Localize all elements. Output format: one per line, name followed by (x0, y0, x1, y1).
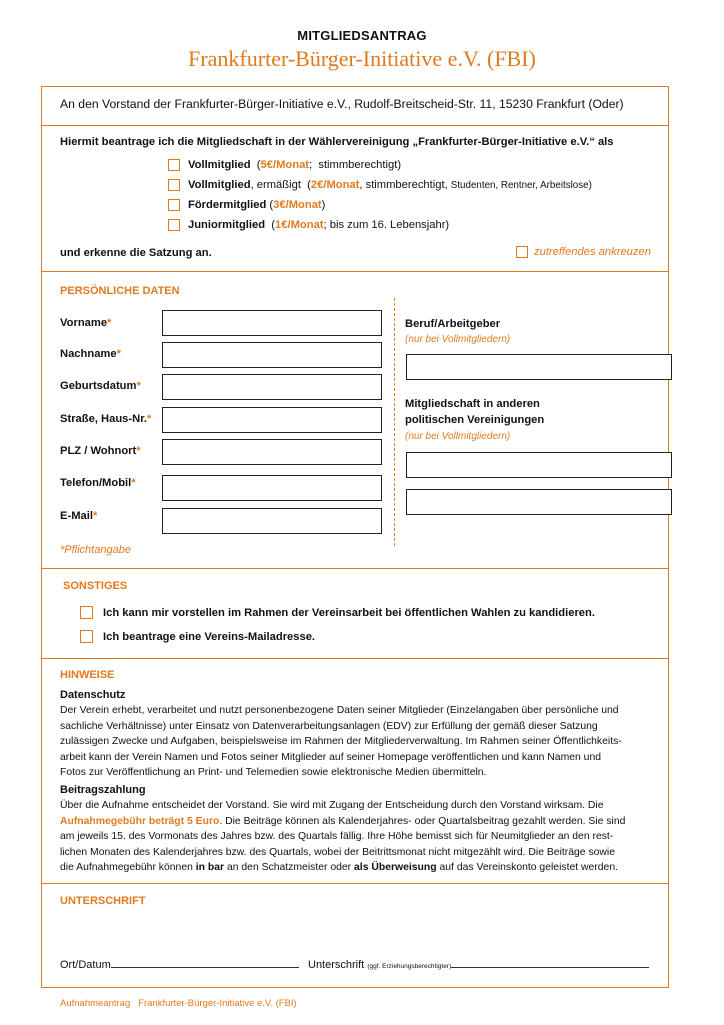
option-reduced: , ermäßigt (250, 179, 301, 191)
label-zip-city: PLZ / Wohnort* (60, 445, 141, 457)
column-separator (394, 298, 395, 546)
privacy-title: Datenschutz (60, 689, 126, 701)
option-name: Fördermitglied (188, 199, 267, 211)
other-memberships-field-1[interactable] (406, 452, 672, 478)
divider (41, 883, 669, 884)
fee-title: Beitragszahlung (60, 784, 146, 796)
place-date-line[interactable] (60, 957, 299, 971)
membership-option-reduced[interactable]: Vollmitglied , ermäßigt ( 2€/Monat , stimmberechtigt, Studenten, Rentner, Arbeitslose) (168, 179, 592, 191)
section-signature-heading: UNTERSCHRIFT (60, 895, 146, 907)
first-name-field[interactable] (162, 310, 382, 336)
option-name: Juniormitglied (188, 219, 266, 231)
option-price: 2€/Monat (310, 179, 360, 191)
fee-text: Über die Aufnahme entscheidet der Vorstand. Sie wird mit Zugang der Entscheidung durch den Vorstand wirksam. Die Aufnahmegebühr beträgt 5 Euro. Die Beiträge können als Kalenderjahres- oder Quartalsbeitrag gezahlt werden. Sie sind am jeweils 15. des Vormonats des Jahres bzw. des Quartals fällig. Ihre Höhe bemisst sich für Neumitglieder an den rest- lichen Monaten des Kalenderjahres bzw. des Quartals, wobei der Beitrittsmonat nicht mitgezählt wird. Die Beiträge sowie die Aufnahmegebühr können in bar an den Schatzmeister oder als Überweisung auf das Vereinskonto geleistet werden. (60, 800, 626, 874)
candidacy-label: Ich kann mir vorstellen im Rahmen der Vereinsarbeit bei öffentlichen Wahlen zu kandidieren. (103, 606, 595, 619)
street-field[interactable] (162, 407, 382, 433)
place-date-label: Ort/Datum (60, 959, 111, 971)
membership-option-full[interactable]: Vollmitglied ( 5€/Monat ; stimmberechtigt) (168, 159, 401, 171)
checkbox[interactable] (168, 159, 180, 171)
divider (41, 568, 669, 569)
membership-option-junior[interactable]: Juniormitglied ( 1€/Monat ; bis zum 16. Lebensjahr) (168, 219, 449, 231)
zip-city-field[interactable] (162, 439, 382, 465)
section-other-heading: SONSTIGES (63, 580, 128, 592)
guardian-note: (ggf. Erziehungsberechtigter) (367, 963, 452, 970)
option-details: ) (321, 199, 326, 211)
option-price: 5€/Monat (260, 159, 310, 171)
label-last-name: Nachname* (60, 348, 121, 360)
email-field[interactable] (162, 508, 382, 534)
privacy-text: Der Verein erhebt, verarbeitet und nutzt personenbezogene Daten seiner Mitglieder (Einzelangaben über persönliche und sachliche Verhältnisse) unter Einsatz von Datenverarbeitungsanlagen (EDV) zur Erfüllung der gemäß dieser Satzung zulässigen Zwecke und Aufgaben, beispielsweise im Rahmen der Mitgliederverwaltung. Im Rahmen seiner Öffentlichkeits- arbeit kann der Verein Namen und Fotos seiner Mitglieder auf seiner Homepage veröffentlichen und kann Namen und Fotos zur Veröffentlichung an Print- und Telemedien sowie elektronische Medien übermitteln. (60, 705, 622, 779)
label-other-memberships-2: politischen Vereinigungen (405, 414, 545, 426)
last-name-field[interactable] (162, 342, 382, 368)
checkbox[interactable] (80, 630, 93, 643)
membership-option-supporting[interactable]: Fördermitglied ( 3€/Monat ) (168, 199, 325, 211)
divider (41, 271, 669, 272)
form-title: MITGLIEDSANTRAG (297, 28, 427, 43)
label-first-name: Vorname* (60, 317, 112, 329)
membership-intro: Hiermit beantrage ich die Mitgliedschaft in der Wählervereinigung „Frankfurter-Bürger-Initiative e.V.“ als (60, 136, 614, 148)
divider (41, 658, 669, 659)
occupation-note: (nur bei Vollmitgliedern) (405, 334, 511, 345)
label-occupation: Beruf/Arbeitgeber (405, 318, 501, 330)
label-email: E-Mail* (60, 510, 98, 522)
divider (41, 125, 669, 126)
option-details: stimmberechtigt) (318, 159, 402, 171)
phone-field[interactable] (162, 475, 382, 501)
recipient-address: An den Vorstand der Frankfurter-Bürger-Initiative e.V., Rudolf-Breitscheid-Str. 11, 15230 Frankfurt (Oder) (60, 97, 624, 111)
section-notes-heading: HINWEISE (60, 669, 115, 681)
birthdate-field[interactable] (162, 374, 382, 400)
label-birthdate: Geburtsdatum* (60, 380, 141, 392)
label-other-memberships-1: Mitgliedschaft in anderen (405, 398, 540, 410)
mail-address-option[interactable] (80, 630, 315, 643)
section-personal-heading: PERSÖNLICHE DATEN (60, 285, 180, 297)
option-price: 1€/Monat (275, 219, 324, 231)
label-street: Straße, Haus-Nr.* (60, 413, 152, 425)
candidacy-option[interactable] (80, 606, 595, 619)
check-hint: zutreffendes ankreuzen (534, 246, 651, 258)
option-name: Vollmitglied (188, 159, 251, 171)
check-legend (516, 246, 651, 258)
accept-statute: und erkenne die Satzung an. (60, 247, 212, 259)
option-price: 3€/Monat (273, 199, 322, 211)
checkbox[interactable] (168, 219, 180, 231)
option-details: ; bis zum 16. Lebensjahr) (323, 219, 450, 231)
other-memberships-note: (nur bei Vollmitgliedern) (405, 431, 511, 442)
page-footer: Aufnahmeantrag Frankfurter-Bürger-Initiative e.V. (FBI) (60, 998, 297, 1009)
other-memberships-field-2[interactable] (406, 489, 672, 515)
checkbox[interactable] (168, 179, 180, 191)
signature-line[interactable] (308, 957, 649, 971)
checkbox[interactable] (80, 606, 93, 619)
option-extra: Studenten, Rentner, Arbeitslose) (450, 179, 592, 191)
organization-name: Frankfurter-Bürger-Initiative e.V. (FBI) (188, 46, 536, 71)
mail-address-label: Ich beantrage eine Vereins-Mailadresse. (103, 630, 316, 643)
option-details: , stimmberechtigt, (359, 179, 448, 191)
checkbox[interactable] (168, 199, 180, 211)
label-phone: Telefon/Mobil* (60, 477, 136, 489)
signature-label: Unterschrift (308, 959, 365, 971)
required-note: *Pflichtangabe (60, 544, 131, 556)
option-name: Vollmitglied (188, 179, 251, 191)
signature-input[interactable] (451, 957, 649, 968)
place-date-input[interactable] (111, 957, 299, 968)
occupation-field[interactable] (406, 354, 672, 380)
legend-checkbox-icon (516, 246, 528, 258)
